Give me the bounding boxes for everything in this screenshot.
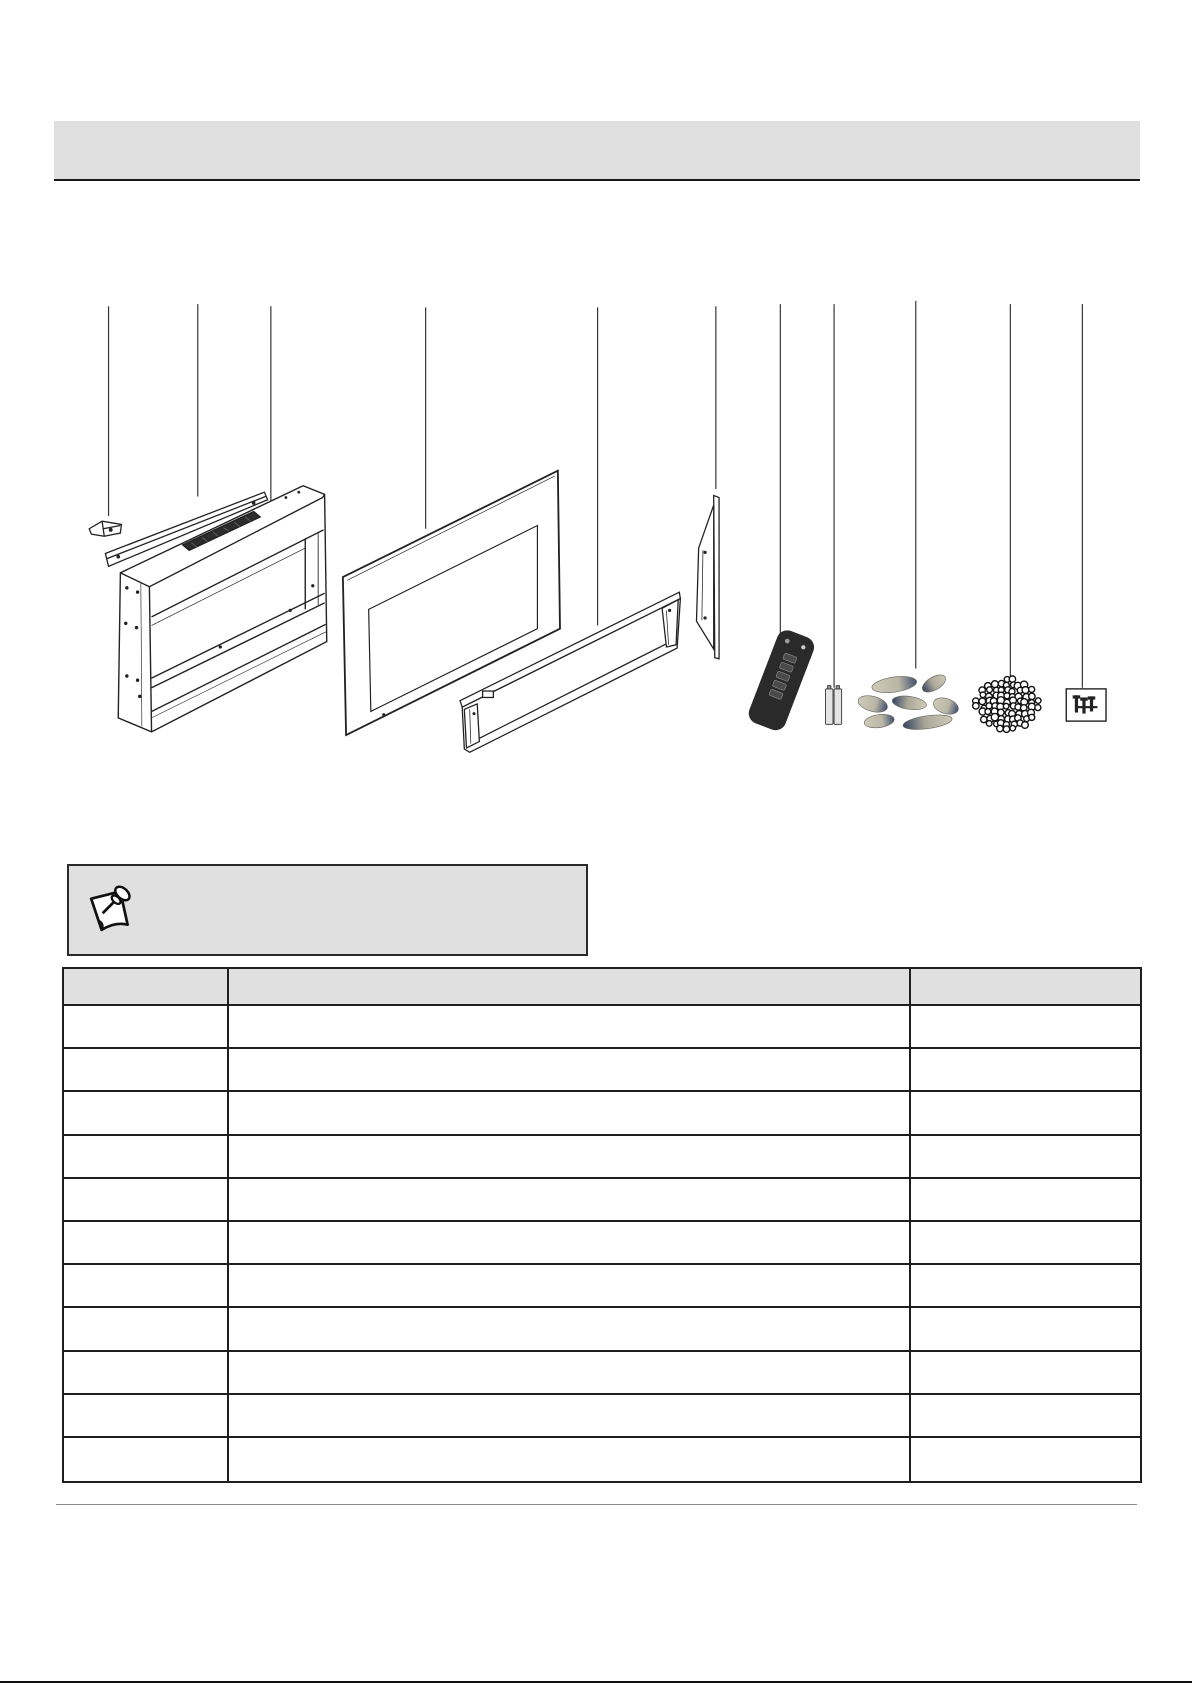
log (891, 694, 927, 712)
bead (985, 709, 991, 715)
table-cell (229, 1092, 911, 1135)
bead (986, 703, 992, 709)
bead (1022, 687, 1029, 694)
table-cell (64, 1265, 229, 1308)
bead (1010, 725, 1016, 731)
table-cell (911, 1049, 1140, 1092)
bead (1035, 705, 1041, 711)
table-cell (911, 1136, 1140, 1179)
table-cell (64, 1049, 229, 1092)
table-cell (911, 1352, 1140, 1395)
table-cell (911, 1222, 1140, 1265)
table-cell (229, 1395, 911, 1438)
glass-beads (973, 676, 1041, 733)
table-cell (911, 1006, 1140, 1049)
bead (991, 713, 998, 720)
bead (1029, 693, 1035, 699)
note-box (67, 864, 588, 956)
table-header-cell (911, 969, 1140, 1006)
note-text (159, 880, 572, 944)
bead (998, 709, 1004, 715)
table-cell (229, 1308, 911, 1351)
bead (997, 725, 1003, 731)
table-cell (64, 1092, 229, 1135)
parts-diagram (0, 0, 1192, 800)
log (871, 674, 918, 695)
table-cell (64, 1395, 229, 1438)
table-cell (911, 1438, 1140, 1481)
bead (979, 698, 986, 705)
bead (1003, 726, 1009, 732)
hardware-pack (1066, 689, 1106, 721)
table-cell (911, 1092, 1140, 1135)
table-cell (229, 1136, 911, 1179)
bead (987, 687, 993, 693)
wall-bracket (89, 521, 121, 536)
table-cell (64, 1352, 229, 1395)
table-cell (64, 1136, 229, 1179)
fireplace-unit (118, 486, 327, 732)
bead (1035, 698, 1041, 704)
log (931, 695, 960, 717)
side-trim (696, 495, 719, 658)
table-cell (229, 1006, 911, 1049)
bead (1029, 714, 1035, 720)
table-cell (64, 1179, 229, 1222)
battery (834, 689, 842, 724)
pushpin-note-icon (86, 881, 138, 933)
bead (1003, 703, 1009, 709)
table-cell (911, 1395, 1140, 1438)
table-cell (229, 1438, 911, 1481)
parts-table (62, 967, 1142, 1483)
table-cell (229, 1352, 911, 1395)
table-cell (64, 1308, 229, 1351)
bead (1029, 686, 1035, 692)
table-cell (911, 1179, 1140, 1222)
table-header-cell (64, 969, 229, 1006)
table-cell (64, 1438, 229, 1481)
bead (1022, 722, 1029, 729)
remote-control (746, 627, 818, 733)
table-cell (64, 1222, 229, 1265)
bead (973, 703, 979, 709)
bead (986, 721, 992, 727)
log (863, 713, 895, 730)
table-cell (64, 1006, 229, 1049)
page-bottom-rule (0, 1681, 1192, 1683)
bead (991, 681, 998, 688)
footer-rule (56, 1504, 1137, 1505)
batteries (825, 686, 841, 725)
table-header-cell (229, 969, 911, 1006)
table-cell (229, 1179, 911, 1222)
table-cell (229, 1265, 911, 1308)
log (902, 712, 953, 732)
bead (981, 716, 987, 722)
log (856, 693, 889, 715)
decorative-logs (856, 671, 960, 732)
log (920, 671, 949, 695)
table-cell (911, 1265, 1140, 1308)
battery (825, 689, 833, 724)
table-cell (229, 1049, 911, 1092)
table-cell (911, 1308, 1140, 1351)
table-cell (229, 1222, 911, 1265)
